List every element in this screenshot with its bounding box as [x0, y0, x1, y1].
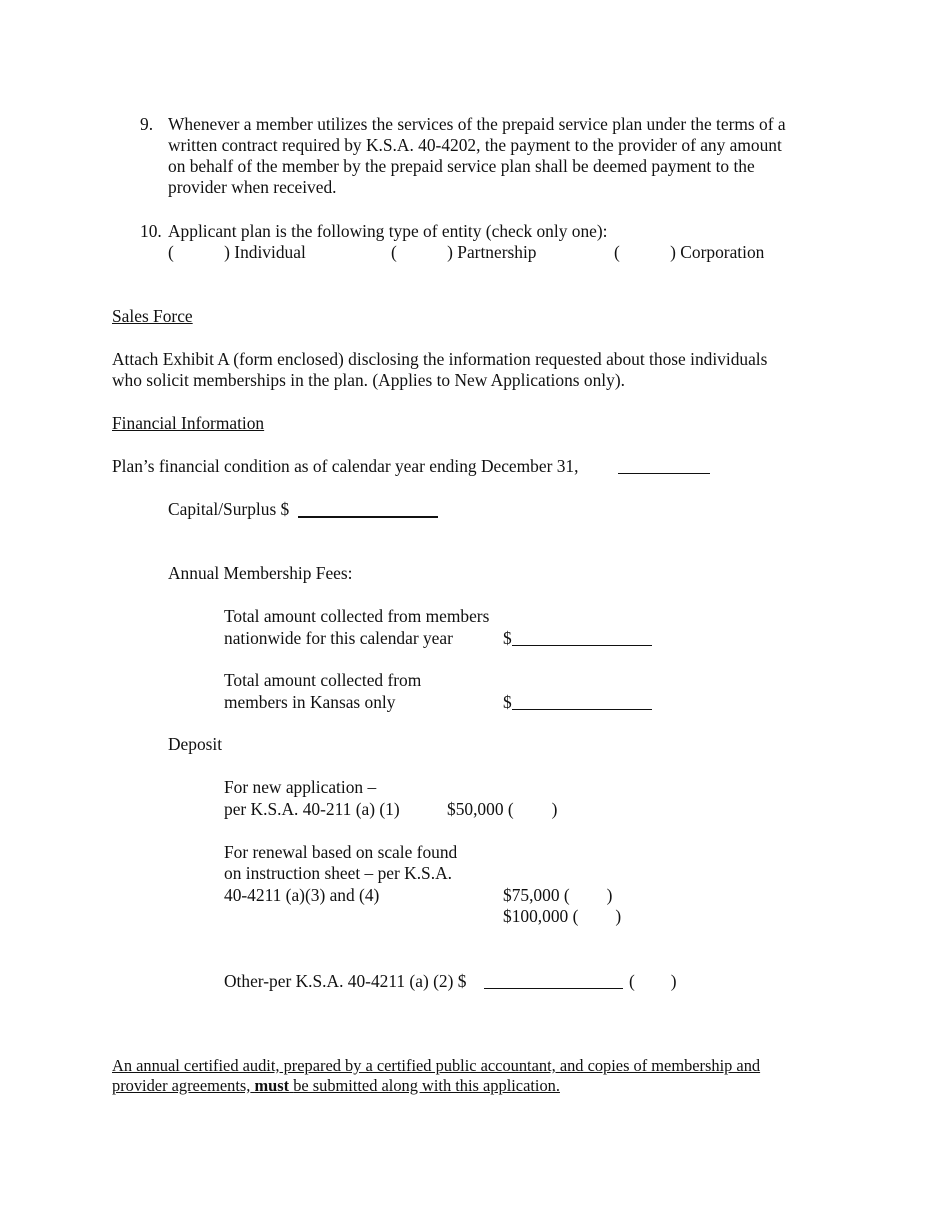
- audit-note-line-2: [112, 1075, 560, 1096]
- entity-individual-checkbox[interactable]: [168, 242, 306, 263]
- kansas-line-2: members in Kansas only: [224, 692, 396, 712]
- renewal-line-3: 40-4211 (a)(3) and (4): [224, 885, 380, 905]
- new-application-line-1: For new application –: [224, 777, 377, 797]
- sales-force-line-2: who solicit memberships in the plan. (Applies to New Applications only).: [112, 370, 625, 390]
- entity-partnership-label: ) Partnership: [447, 242, 537, 262]
- nationwide-dollar: $: [503, 628, 512, 648]
- other-deposit-checkbox[interactable]: [629, 971, 677, 992]
- entity-partnership-checkbox[interactable]: [391, 242, 537, 263]
- item-9-line-1: Whenever a member utilizes the services of the prepaid service plan under the terms of a: [168, 114, 786, 134]
- entity-corporation-label: ) Corporation: [670, 242, 765, 262]
- deposit-100000-checkbox[interactable]: [503, 906, 621, 927]
- open-paren: (: [614, 242, 620, 262]
- close-paren: ): [551, 799, 558, 819]
- audit-note-part-2: provider agreements,: [112, 1076, 251, 1095]
- deposit-50000-checkbox[interactable]: [447, 799, 557, 820]
- nationwide-line-2: nationwide for this calendar year: [224, 628, 453, 648]
- item-9-line-4: provider when received.: [168, 177, 337, 197]
- deposit-75000-checkbox[interactable]: [503, 885, 612, 906]
- renewal-line-2: on instruction sheet – per K.S.A.: [224, 863, 452, 883]
- kansas-amount-field[interactable]: [512, 693, 652, 710]
- open-paren: (: [391, 242, 397, 262]
- item-10-text: Applicant plan is the following type of entity (check only one):: [168, 221, 608, 241]
- item-9-line-2: written contract required by K.S.A. 40-4202, the payment to the provider of any amount: [168, 135, 782, 155]
- year-blank-field[interactable]: [618, 457, 710, 474]
- other-deposit-amount-field[interactable]: [484, 972, 623, 989]
- deposit-50000-label: $50,000 (: [447, 799, 514, 819]
- deposit-75000-label: $75,000 (: [503, 885, 570, 905]
- capital-surplus-field[interactable]: [298, 500, 438, 518]
- close-paren: ): [615, 906, 622, 926]
- audit-note-part-3: be submitted along with this application.: [293, 1076, 560, 1095]
- open-paren: (: [629, 971, 635, 991]
- audit-note-must: must: [254, 1076, 290, 1095]
- close-paren: ): [670, 971, 677, 991]
- kansas-dollar: $: [503, 692, 512, 712]
- nationwide-line-1: Total amount collected from members: [224, 606, 490, 626]
- other-deposit-label: Other-per K.S.A. 40-4211 (a) (2) $: [224, 971, 467, 991]
- financial-heading: Financial Information: [112, 413, 265, 433]
- capital-surplus-label: Capital/Surplus $: [168, 499, 290, 519]
- close-paren: ): [606, 885, 613, 905]
- sales-force-heading: Sales Force: [112, 306, 193, 326]
- sales-force-line-1: Attach Exhibit A (form enclosed) disclosing the information requested about those individuals: [112, 349, 768, 369]
- item-9-line-3: on behalf of the member by the prepaid service plan shall be deemed payment to the: [168, 156, 755, 176]
- nationwide-amount-field[interactable]: [512, 629, 652, 646]
- kansas-line-1: Total amount collected from: [224, 670, 422, 690]
- audit-note-line-1: An annual certified audit, prepared by a certified public accountant, and copies of membership and: [112, 1056, 761, 1075]
- open-paren: (: [168, 242, 174, 262]
- deposit-100000-label: $100,000 (: [503, 906, 579, 926]
- financial-condition-text: Plan’s financial condition as of calendar year ending December 31,: [112, 456, 579, 476]
- entity-individual-label: ) Individual: [224, 242, 306, 262]
- item-10-number: 10.: [140, 221, 162, 241]
- item-9-number: 9.: [140, 114, 154, 134]
- entity-corporation-checkbox[interactable]: [614, 242, 764, 263]
- new-application-line-2: per K.S.A. 40-211 (a) (1): [224, 799, 400, 819]
- renewal-line-1: For renewal based on scale found: [224, 842, 458, 862]
- annual-fees-label: Annual Membership Fees:: [168, 563, 353, 583]
- deposit-heading: Deposit: [168, 734, 223, 754]
